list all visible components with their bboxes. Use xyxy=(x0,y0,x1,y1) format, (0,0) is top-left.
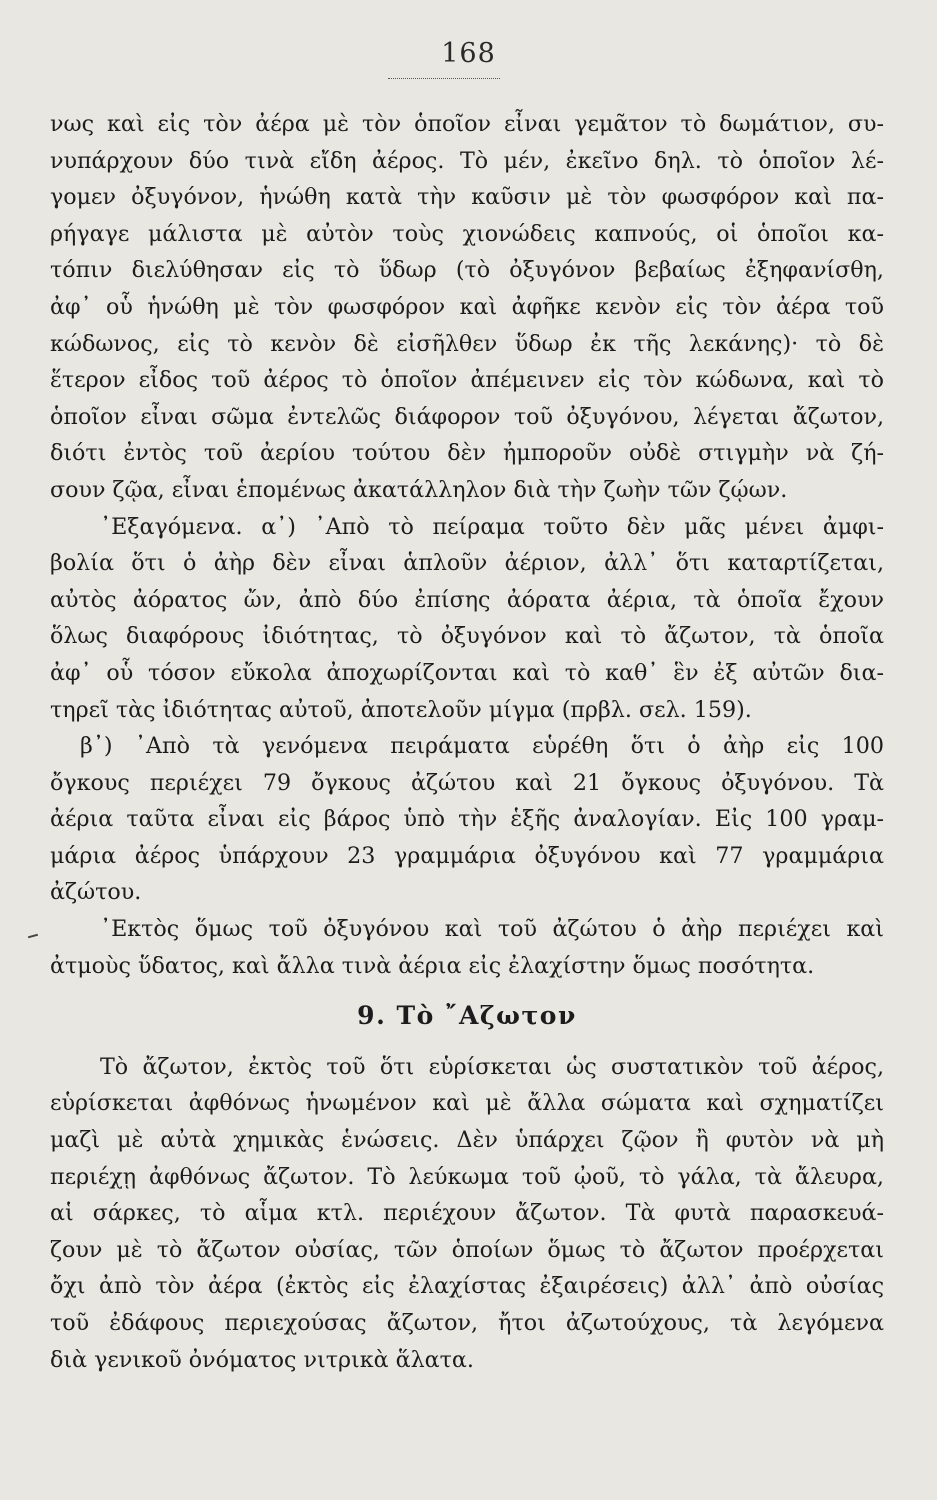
text-line: σουν ζῷα, εἶναι ἑπομένως ἀκατάλληλον διὰ τὴν ζωὴν τῶν ζῴων. xyxy=(50,476,788,503)
text-line: νυπάρχουν δύο τινὰ εἴδη ἀέρος. Τὸ μέν, ἐκεῖνο δηλ. τὸ ὁποῖον λέ- xyxy=(50,147,884,174)
text-line: αἱ σάρκες, τὸ αἷμα κτλ. περιέχουν ἄζωτον. Τὰ φυτὰ παρασκευά- xyxy=(50,1200,884,1227)
text-line: ἀφ᾽ οὗ τόσον εὔκολα ἀποχωρίζονται καὶ τὸ καθ᾽ ἓν ἐξ αὐτῶν δια- xyxy=(50,659,884,686)
body-text xyxy=(50,106,884,1378)
text-line: ὅλως διαφόρους ἰδιότητας, τὸ ὀξυγόνον καὶ τὸ ἄζωτον, τὰ ὁποῖα xyxy=(50,623,884,650)
text-line: αὐτὸς ἀόρατος ὤν, ἀπὸ δύο ἐπίσης ἀόρατα ἀέρια, τὰ ὁποῖα ἔχουν xyxy=(50,586,884,613)
text-line: μαζὶ μὲ αὐτὰ χημικὰς ἑνώσεις. Δὲν ὑπάρχει ζῷον ἢ φυτὸν νὰ μὴ xyxy=(50,1127,884,1154)
text-line: β᾽) ᾿Απὸ τὰ γενόμενα πειράματα εὑρέθη ὅτι ὁ ἀὴρ εἰς 100 xyxy=(80,733,884,760)
text-line: ζουν μὲ τὸ ἄζωτον οὐσίας, τῶν ὁποίων ὅμως τὸ ἄζωτον προέρχεται xyxy=(50,1236,884,1263)
text-line: Τὸ ἄζωτον, ἐκτὸς τοῦ ὅτι εὑρίσκεται ὡς συστατικὸν τοῦ ἀέρος, xyxy=(100,1053,884,1080)
text-line: ἀφ᾽ οὗ ἡνώθη μὲ τὸν φωσφόρον καὶ ἀφῆκε κενὸν εἰς τὸν ἀέρα τοῦ xyxy=(50,293,884,320)
text-line: κώδωνος, εἰς τὸ κενὸν δὲ εἰσῆλθεν ὕδωρ ἐκ τῆς λεκάνης)· τὸ δὲ xyxy=(50,330,884,357)
text-line: τοῦ ἐδάφους περιεχούσας ἄζωτον, ἤτοι ἀζωτούχους, τὰ λεγόμενα xyxy=(50,1310,884,1336)
text-line: νως καὶ εἰς τὸν ἀέρα μὲ τὸν ὁποῖον εἶναι γεμᾶτον τὸ δωμάτιον, συ- xyxy=(50,111,884,137)
text-line: ᾿Εκτὸς ὅμως τοῦ ὀξυγόνου καὶ τοῦ ἀζώτου ὁ ἀὴρ περιέχει καὶ xyxy=(100,916,884,943)
page-number: 168 xyxy=(441,38,496,69)
text-line: ἕτερον εἶδος τοῦ ἀέρος τὸ ὁποῖον ἀπέμεινεν εἰς τὸν κώδωνα, καὶ τὸ xyxy=(50,367,884,394)
text-line: μάρια ἀέρος ὑπάρχουν 23 γραμμάρια ὀξυγόνου καὶ 77 γραμμάρια xyxy=(50,842,884,869)
text-line: ᾿Εξαγόμενα. α᾽) ᾿Απὸ τὸ πείραμα τοῦτο δὲν μᾶς μένει ἀμφι- xyxy=(100,513,884,540)
text-line: τόπιν διελύθησαν εἰς τὸ ὕδωρ (τὸ ὀξυγόνον βεβαίως ἐξηφανίσθη, xyxy=(50,257,884,284)
text-line: εὑρίσκεται ἀφθόνως ἡνωμένον καὶ μὲ ἄλλα σώματα καὶ σχηματίζει xyxy=(50,1090,884,1117)
text-line: ἀζώτου. xyxy=(50,879,142,906)
text-line: βολία ὅτι ὁ ἀὴρ δὲν εἶναι ἁπλοῦν ἀέριον, ἀλλ᾽ ὅτι καταρτίζεται, xyxy=(50,550,884,577)
text-line: ρήγαγε μάλιστα μὲ αὐτὸν τοὺς χιονώδεις καπνούς, οἱ ὁποῖοι κα- xyxy=(50,220,884,247)
text-line: γομεν ὀξυγόνον, ἡνώθη κατὰ τὴν καῦσιν μὲ τὸν φωσφόρον καὶ πα- xyxy=(50,184,884,211)
text-line: διὰ γενικοῦ ὀνόματος νιτρικὰ ἅλατα. xyxy=(50,1346,474,1373)
text-line: ἀέρια ταῦτα εἶναι εἰς βάρος ὑπὸ τὴν ἑξῆς ἀναλογίαν. Εἰς 100 γραμ- xyxy=(50,806,884,833)
text-line: διότι ἐντὸς τοῦ ἀερίου τούτου δὲν ἠμποροῦν οὐδὲ στιγμὴν νὰ ζή- xyxy=(50,440,884,467)
margin-mark xyxy=(28,934,38,939)
text-line: ὁποῖον εἶναι σῶμα ἐντελῶς διάφορον τοῦ ὀξυγόνου, λέγεται ἄζωτον, xyxy=(50,403,884,430)
text-line: ὄγκους περιέχει 79 ὄγκους ἀζώτου καὶ 21 ὄγκους ὀξυγόνου. Τὰ xyxy=(50,769,884,796)
text-line: περιέχῃ ἀφθόνως ἄζωτον. Τὸ λεύκωμα τοῦ ᾠοῦ, τὸ γάλα, τὰ ἄλευρα, xyxy=(50,1163,884,1190)
header-rule xyxy=(388,78,500,79)
text-line: ἀτμοὺς ὕδατος, καὶ ἄλλα τινὰ ἀέρια εἰς ἐλαχίστην ὅμως ποσότητα. xyxy=(50,952,815,979)
text-line: ὄχι ἀπὸ τὸν ἀέρα (ἐκτὸς εἰς ἐλαχίστας ἐξαιρέσεις) ἀλλ᾽ ἀπὸ οὐσίας xyxy=(50,1273,884,1300)
text-line: τηρεῖ τὰς ἰδιότητας αὐτοῦ, ἀποτελοῦν μίγμα (πρβλ. σελ. 159). xyxy=(50,696,752,723)
section-heading: 9. Τὸ ῎Αζωτον xyxy=(357,1001,577,1031)
